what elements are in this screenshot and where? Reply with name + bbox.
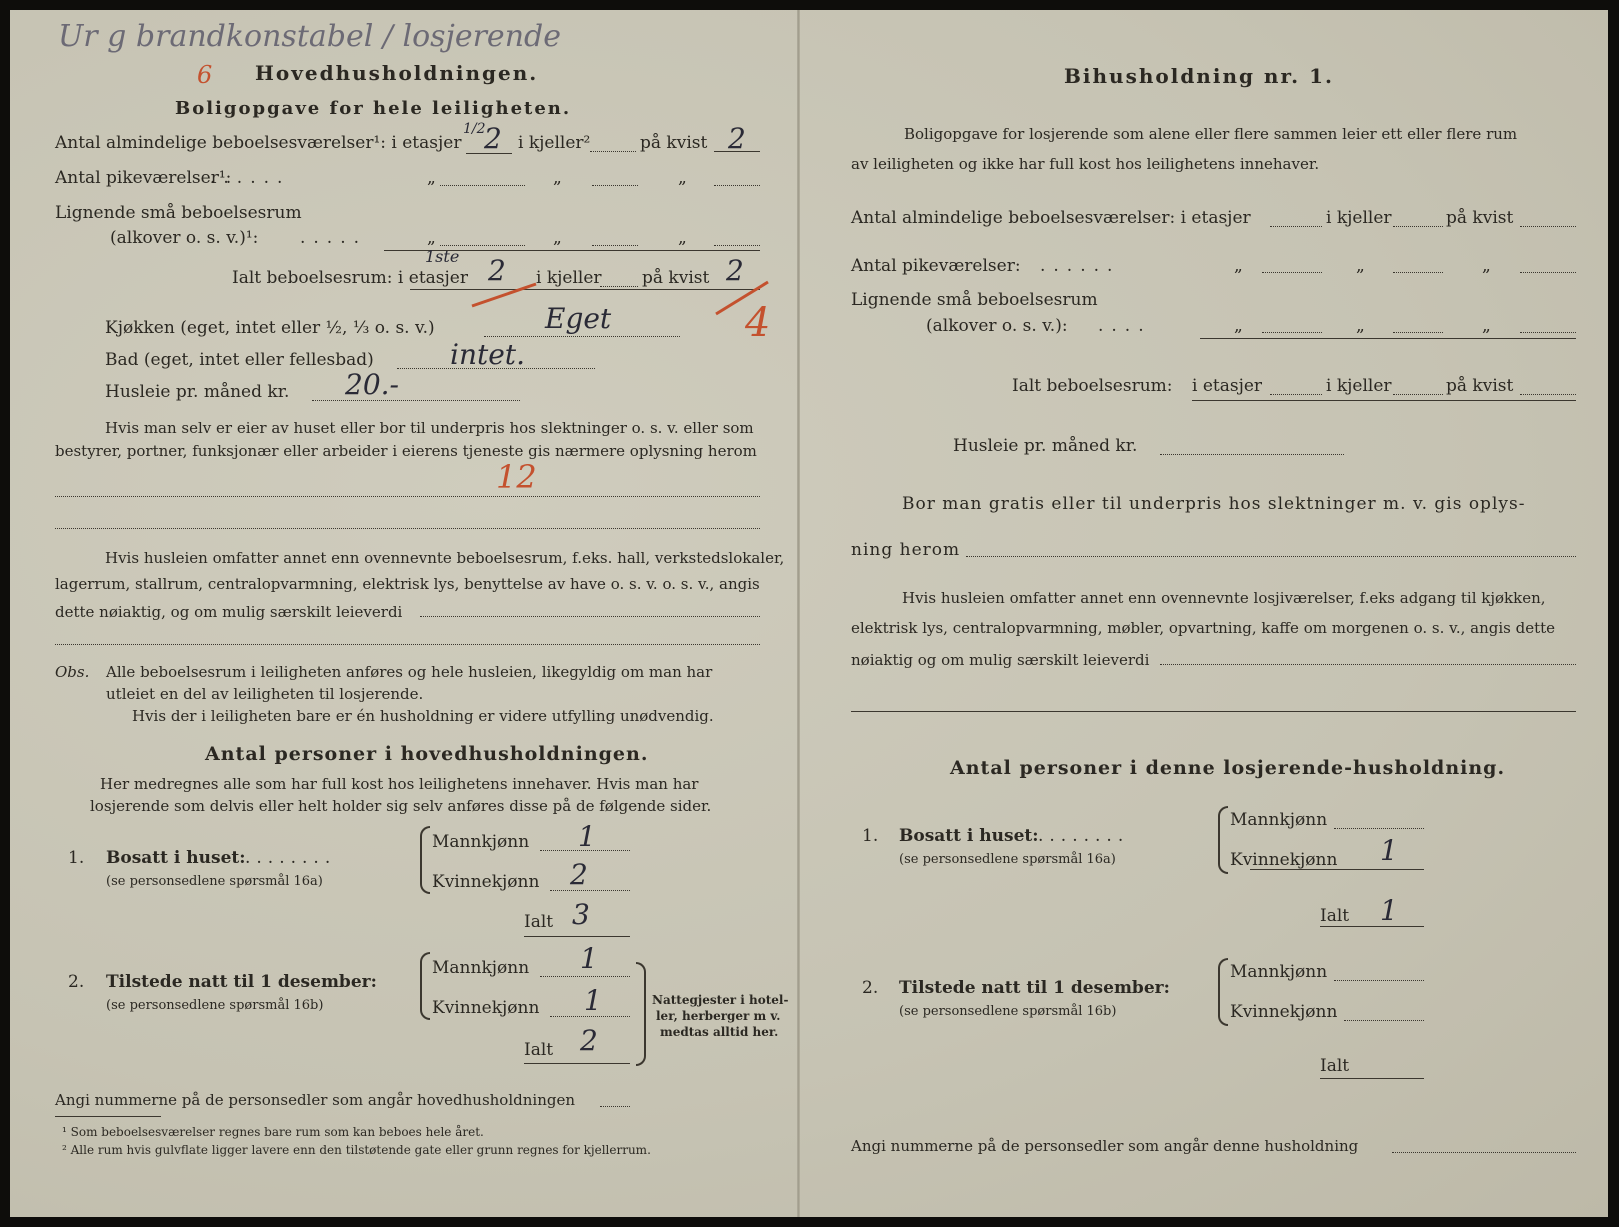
ditto-4: „ bbox=[427, 228, 436, 248]
tilstede-sub: (se personsedlene spørsmål 16b) bbox=[106, 998, 324, 1013]
right-ditto-3: „ bbox=[1482, 256, 1491, 276]
red-slash-mark-2 bbox=[712, 278, 772, 318]
bosatt-kvinne-line bbox=[550, 890, 630, 891]
right-bosatt-brace bbox=[1218, 806, 1228, 874]
right-tilstede-num: 2. bbox=[862, 978, 879, 998]
ialt-kjeller-label: i kjeller bbox=[536, 268, 602, 288]
bosatt-ialt-line bbox=[524, 936, 630, 937]
obs-2: utleiet en del av leiligheten til losjerende. bbox=[106, 685, 424, 703]
tilstede-ialt-line bbox=[524, 1063, 630, 1064]
right-intro-2: av leiligheten og ikke har full kost hos leilighetens innehaver. bbox=[851, 155, 1320, 173]
right-kvist-label: på kvist bbox=[1446, 208, 1514, 228]
right-ialt-underline bbox=[1192, 400, 1576, 401]
husleie-note-1: Hvis husleien omfatter annet enn ovennevnte beboelsesrum, f.eks. hall, verkstedslokaler, bbox=[105, 549, 785, 567]
right-ialt-kjeller-line bbox=[1393, 394, 1443, 395]
right-angi-line bbox=[1392, 1152, 1576, 1153]
tilstede-kvinne-label: Kvinnekjønn bbox=[432, 998, 540, 1018]
right-husleie-note-3: nøiaktig og om mulig særskilt leieverdi bbox=[851, 651, 1150, 669]
obs-3: Hvis der i leiligheten bare er én husholdning er videre utfylling unødvendig. bbox=[132, 707, 714, 725]
right-ialt-kvist-line bbox=[1520, 394, 1576, 395]
tilstede-brace bbox=[420, 952, 430, 1020]
bosatt-kvinne-value[interactable]: 2 bbox=[570, 858, 588, 891]
right-lignende-label-1: Lignende små beboelsesrum bbox=[851, 290, 1098, 310]
bosatt-ialt-label: Ialt bbox=[524, 912, 554, 932]
right-pike-kjeller-line bbox=[1393, 272, 1443, 273]
right-title: Bihusholdning nr. 1. bbox=[1064, 64, 1334, 88]
right-bosatt-sub: (se personsedlene spørsmål 16a) bbox=[899, 852, 1116, 867]
right-ialt-etasjer-line bbox=[1270, 394, 1322, 395]
right-ialt-kvist-label: på kvist bbox=[1446, 376, 1514, 396]
tilstede-side-note-2: ler, herberger m v. bbox=[656, 1009, 781, 1023]
right-bosatt-mann-label: Mannkjønn bbox=[1230, 810, 1328, 830]
tilstede-num: 2. bbox=[68, 972, 85, 992]
ialt-kvist-value[interactable]: 2 bbox=[726, 254, 744, 287]
footnote-rule bbox=[55, 1116, 161, 1117]
right-tilstede-mann-line bbox=[1334, 980, 1424, 981]
left-subtitle: Boligopgave for hele leiligheten. bbox=[175, 98, 572, 119]
right-ditto-1: „ bbox=[1234, 256, 1243, 276]
left-angi-line bbox=[600, 1106, 630, 1107]
tilstede-mann-value[interactable]: 1 bbox=[580, 942, 598, 975]
bosatt-brace bbox=[420, 826, 430, 894]
kvist-value[interactable]: 2 bbox=[728, 122, 746, 155]
husleie-note-2: lagerrum, stallrum, centralopvarmning, elektrisk lys, benyttelse av have o. s. v. o. s. v., angis bbox=[55, 575, 760, 593]
right-pike-kvist-line bbox=[1520, 272, 1576, 273]
right-tilstede-mann-label: Mannkjønn bbox=[1230, 962, 1328, 982]
right-gratis-line bbox=[966, 556, 1576, 557]
right-kvist-line bbox=[1520, 226, 1576, 227]
kjeller-line bbox=[590, 151, 636, 152]
right-bosatt-kvinne-value[interactable]: 1 bbox=[1380, 834, 1398, 867]
ditto-6: „ bbox=[678, 228, 687, 248]
right-bosatt-ialt-line bbox=[1320, 926, 1424, 927]
right-husleie-note-2: elektrisk lys, centralopvarmning, møbler, opvartning, kaffe om morgenen o. s. v., angis dette bbox=[851, 619, 1556, 637]
right-ialt-kjeller-label: i kjeller bbox=[1326, 376, 1392, 396]
bosatt-dots: ........ bbox=[245, 848, 337, 868]
red-slash-mark bbox=[470, 280, 540, 310]
kvist-label: på kvist bbox=[640, 133, 708, 153]
right-lignende-dots: .... bbox=[1098, 316, 1152, 336]
right-lignende-underline bbox=[1200, 338, 1576, 339]
right-ditto-5: „ bbox=[1356, 316, 1365, 336]
rooms-label: Antal almindelige beboelsesværelser¹: i etasjer bbox=[55, 133, 462, 153]
ialt-etasjer-value[interactable]: 2 bbox=[488, 254, 506, 287]
right-tilstede-brace bbox=[1218, 958, 1228, 1026]
eier-note-1: Hvis man selv er eier av huset eller bor til underpris hos slektninger o. s. v. eller som bbox=[105, 419, 754, 437]
obs-label: Obs. bbox=[55, 663, 90, 681]
right-gratis-2: ning herom bbox=[851, 540, 961, 560]
tilstede-mann-label: Mannkjønn bbox=[432, 958, 530, 978]
right-lignende-label-2: (alkover o. s. v.): bbox=[926, 316, 1068, 336]
right-kjeller-line bbox=[1393, 226, 1443, 227]
persons-note-1: Her medregnes alle som har full kost hos leilighetens innehaver. Hvis man har bbox=[100, 775, 699, 793]
leieverdi-line bbox=[420, 616, 760, 617]
right-tilstede-ialt-label: Ialt bbox=[1320, 1056, 1350, 1076]
right-husleie-note-1: Hvis husleien omfatter annet enn ovennevnte losjiværelser, f.eks adgang til kjøkken, bbox=[902, 589, 1546, 607]
right-ditto-6: „ bbox=[1482, 316, 1491, 336]
tilstede-label: Tilstede natt til 1 desember: bbox=[106, 972, 377, 992]
bosatt-kvinne-label: Kvinnekjønn bbox=[432, 872, 540, 892]
ditto-3: „ bbox=[678, 168, 687, 188]
etasjer-note: 1/2 bbox=[463, 121, 486, 137]
right-tilstede-kvinne-line bbox=[1344, 1020, 1424, 1021]
ditto-1: „ bbox=[427, 168, 436, 188]
right-kjeller-label: i kjeller bbox=[1326, 208, 1392, 228]
right-bosatt-kvinne-label: Kvinnekjønn bbox=[1230, 850, 1338, 870]
left-title: Hovedhusholdningen. bbox=[255, 61, 539, 85]
handwritten-header: Ur g brandkonstabel / losjerende bbox=[58, 19, 561, 54]
right-lignende-kvist-line bbox=[1520, 332, 1576, 333]
lignende-label-2: (alkover o. s. v.)¹: bbox=[110, 228, 259, 248]
tilstede-mann-line bbox=[540, 976, 630, 977]
right-ialt-etasjer-label: i etasjer bbox=[1192, 376, 1263, 396]
eier-line-2 bbox=[55, 528, 760, 529]
obs-1: Alle beboelsesrum i leiligheten anføres og hele husleien, likegyldig om man har bbox=[106, 663, 713, 681]
husleie-note-3: dette nøiaktig, og om mulig særskilt leieverdi bbox=[55, 603, 403, 621]
bosatt-sub: (se personsedlene spørsmål 16a) bbox=[106, 874, 323, 889]
right-pike-dots: ...... bbox=[1040, 256, 1121, 276]
tilstede-kvinne-value[interactable]: 1 bbox=[584, 984, 602, 1017]
right-ditto-2: „ bbox=[1356, 256, 1365, 276]
ialt-etasjer-note: 1ste bbox=[425, 247, 460, 266]
bosatt-num: 1. bbox=[68, 848, 85, 868]
ditto-5: „ bbox=[553, 228, 562, 248]
ialt-underline bbox=[410, 289, 760, 290]
lignende-kvist-line bbox=[714, 245, 760, 246]
red-mark-12: 12 bbox=[496, 458, 537, 496]
pike-kvist-line bbox=[714, 185, 760, 186]
pike-kjeller-line bbox=[592, 185, 638, 186]
right-husleie-label: Husleie pr. måned kr. bbox=[953, 436, 1138, 456]
ditto-2: „ bbox=[553, 168, 562, 188]
bad-label: Bad (eget, intet eller fellesbad) bbox=[105, 350, 374, 370]
tilstede-ialt-label: Ialt bbox=[524, 1040, 554, 1060]
tilstede-ialt-value[interactable]: 2 bbox=[580, 1024, 598, 1057]
right-leieverdi-line-2 bbox=[851, 711, 1576, 712]
pike-label: Antal pikeværelser¹: bbox=[55, 168, 232, 188]
kjokken-label: Kjøkken (eget, intet eller ½, ⅓ o. s. v.) bbox=[105, 318, 435, 338]
bosatt-mann-label: Mannkjønn bbox=[432, 832, 530, 852]
right-ditto-4: „ bbox=[1234, 316, 1243, 336]
tilstede-side-note-3: medtas alltid her. bbox=[660, 1025, 779, 1039]
right-bosatt-ialt-label: Ialt bbox=[1320, 906, 1350, 926]
right-tilstede-kvinne-label: Kvinnekjønn bbox=[1230, 1002, 1338, 1022]
right-bosatt-ialt-value[interactable]: 1 bbox=[1380, 894, 1398, 927]
bad-value[interactable]: intet. bbox=[450, 338, 525, 371]
bosatt-mann-value[interactable]: 1 bbox=[578, 820, 596, 853]
husleie-label: Husleie pr. måned kr. bbox=[105, 382, 290, 402]
footnote-2: ² Alle rum hvis gulvflate ligger lavere enn den tilstøtende gate eller grunn regnes for kjellerrum. bbox=[62, 1143, 651, 1157]
right-tilstede-ialt-line bbox=[1320, 1078, 1424, 1079]
lignende-kjeller-line bbox=[592, 245, 638, 246]
pike-dots: ...... bbox=[210, 168, 291, 188]
right-angi: Angi nummerne på de personsedler som angår denne husholdning bbox=[851, 1137, 1359, 1155]
eier-note-2: bestyrer, portner, funksjonær eller arbeider i eierens tjeneste gis nærmere oplysning herom bbox=[55, 442, 757, 460]
right-pike-etasjer-line bbox=[1262, 272, 1322, 273]
lignende-dots: ..... bbox=[300, 228, 368, 248]
right-tilstede-label: Tilstede natt til 1 desember: bbox=[899, 978, 1170, 998]
husleie-value[interactable]: 20.- bbox=[345, 368, 399, 401]
left-angi: Angi nummerne på de personsedler som angår hovedhusholdningen bbox=[55, 1091, 575, 1109]
ialt-kjeller-line bbox=[600, 286, 638, 287]
footnote-1: ¹ Som beboelsesværelser regnes bare rum som kan beboes hele året. bbox=[62, 1125, 484, 1139]
right-tilstede-sub: (se personsedlene spørsmål 16b) bbox=[899, 1004, 1117, 1019]
right-bosatt-dots: ........ bbox=[1038, 826, 1130, 846]
page-fold bbox=[797, 10, 800, 1217]
right-husleie-line bbox=[1160, 454, 1344, 455]
page-number: 6 bbox=[197, 61, 213, 89]
right-bosatt-label: Bosatt i huset: bbox=[899, 826, 1039, 846]
right-pike-label: Antal pikeværelser: bbox=[851, 256, 1021, 276]
ialt-kvist-label: på kvist bbox=[642, 268, 710, 288]
red-total: 4 bbox=[745, 300, 771, 346]
right-leieverdi-line bbox=[1160, 664, 1576, 665]
persons-title: Antal personer i hovedhusholdningen. bbox=[205, 743, 649, 765]
right-rooms-label: Antal almindelige beboelsesværelser: i etasjer bbox=[851, 208, 1251, 228]
bosatt-ialt-value[interactable]: 3 bbox=[572, 898, 590, 931]
eier-line-1 bbox=[55, 496, 760, 497]
kjokken-line bbox=[484, 336, 680, 337]
ialt-label: Ialt beboelsesrum: i etasjer bbox=[232, 268, 468, 288]
right-persons-title: Antal personer i denne losjerende-husholdning. bbox=[950, 757, 1506, 779]
kjeller-label: i kjeller² bbox=[518, 133, 591, 153]
right-bosatt-num: 1. bbox=[862, 826, 879, 846]
kjokken-value[interactable]: Eget bbox=[545, 302, 612, 335]
husleie-line bbox=[312, 400, 520, 401]
right-ialt-label: Ialt beboelsesrum: bbox=[1012, 376, 1173, 396]
right-bosatt-mann-line bbox=[1334, 828, 1424, 829]
tilstede-side-note-1: Nattegjester i hotel- bbox=[652, 993, 789, 1007]
right-etasjer-line bbox=[1270, 226, 1322, 227]
right-lignende-etasjer-line bbox=[1262, 332, 1322, 333]
leieverdi-line-2 bbox=[55, 644, 760, 645]
right-intro-1: Boligopgave for losjerende som alene eller flere sammen leier ett eller flere rum bbox=[904, 125, 1518, 143]
tilstede-right-brace bbox=[636, 962, 646, 1066]
persons-note-2: losjerende som delvis eller helt holder sig selv anføres disse på de følgende sider. bbox=[90, 797, 712, 815]
etasjer-value[interactable]: 2 bbox=[484, 122, 502, 155]
pike-etasjer-line bbox=[440, 185, 525, 186]
bosatt-label: Bosatt i huset: bbox=[106, 848, 246, 868]
right-lignende-kjeller-line bbox=[1393, 332, 1443, 333]
lignende-label-1: Lignende små beboelsesrum bbox=[55, 203, 302, 223]
right-bosatt-kvinne-line bbox=[1250, 869, 1424, 870]
right-gratis-1: Bor man gratis eller til underpris hos slektninger m. v. gis oplys- bbox=[902, 494, 1526, 514]
